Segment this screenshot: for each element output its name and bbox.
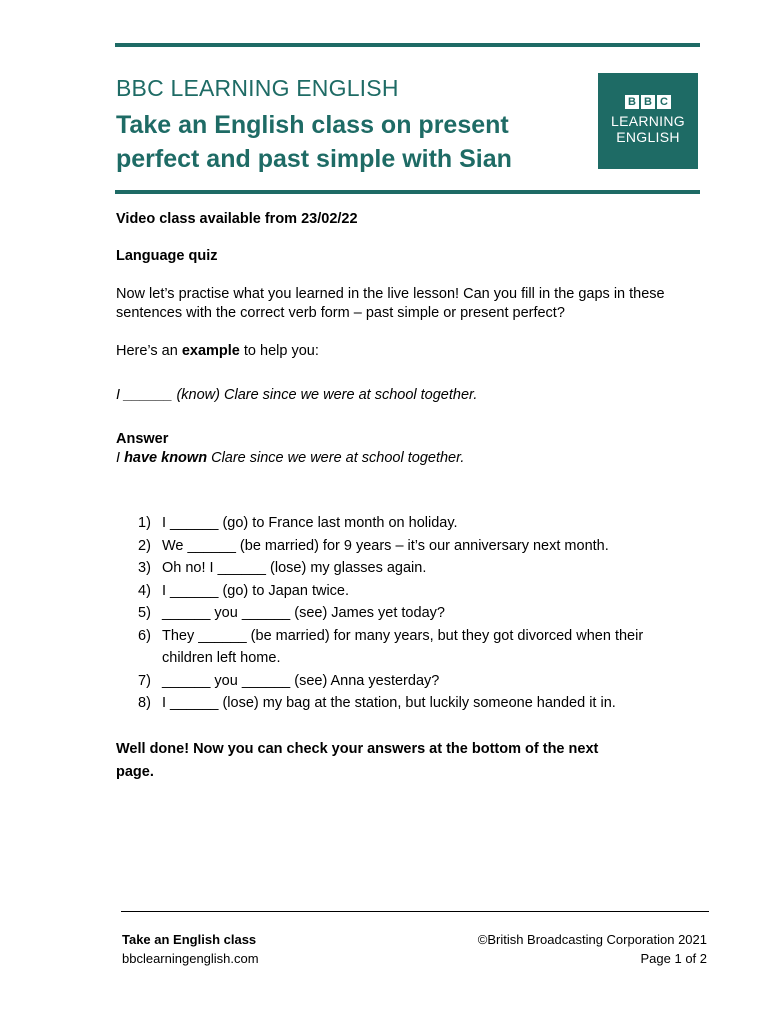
- question-text: ______ you ______ (see) Anna yesterday?: [162, 672, 440, 689]
- question-text: I ______ (lose) my bag at the station, but luckily someone handed it in.: [162, 695, 616, 711]
- answer-highlight: have known: [124, 450, 208, 466]
- page-number: Page 1 of 2: [640, 951, 707, 966]
- footer-rule: [121, 911, 709, 912]
- bbc-learning-english-logo: [598, 73, 698, 169]
- bbc-blocks: [598, 95, 698, 109]
- brand-name: BBC LEARNING ENGLISH: [116, 75, 399, 101]
- main-content: [116, 206, 676, 784]
- question-text: ______ you ______ (see) James yet today?: [162, 605, 445, 621]
- footer-title: Take an English class: [122, 932, 257, 947]
- question-number: 7): [138, 672, 151, 689]
- example-intro-start: Here’s an: [116, 343, 182, 359]
- question-list: [116, 512, 676, 715]
- answer-label: Answer: [116, 431, 169, 447]
- footer-website: bbclearningenglish.com: [122, 951, 259, 966]
- example-intro-end: to help you:: [239, 343, 319, 359]
- answer-start: I: [116, 450, 125, 466]
- footer-right: [478, 930, 707, 968]
- logo-line-learning: LEARNING: [611, 113, 685, 129]
- question-item: [116, 557, 676, 580]
- question-number: 4): [138, 582, 151, 599]
- availability-note: Video class available from 23/02/22: [116, 211, 358, 227]
- question-number: 1): [138, 515, 151, 531]
- question-item: [116, 602, 676, 625]
- question-number: 2): [138, 537, 151, 554]
- answer-sentence: [116, 449, 676, 468]
- question-item: [116, 692, 676, 715]
- logo-letter-b1: B: [625, 95, 639, 109]
- answer-rest: Clare since we were at school together.: [207, 450, 465, 466]
- header-top-rule: [115, 43, 700, 47]
- question-number: 3): [138, 560, 151, 576]
- example-sentence: I ______ (know) Clare since we were at school together.: [116, 387, 478, 403]
- header-bottom-rule: [115, 190, 700, 194]
- question-number: 5): [138, 605, 151, 621]
- question-item: [116, 670, 676, 693]
- question-text: I ______ (go) to France last month on holiday.: [162, 515, 458, 531]
- example-keyword: example: [181, 343, 240, 359]
- closing-message: Well done! Now you can check your answers at the bottom of the next page.: [116, 740, 599, 780]
- question-text: Oh no! I ______ (lose) my glasses again.: [162, 560, 427, 576]
- document-title: Take an English class on present perfect and past simple with Sian: [116, 111, 512, 173]
- question-item: [116, 512, 676, 535]
- question-item: [116, 535, 676, 558]
- quiz-heading: Language quiz: [116, 248, 218, 264]
- intro-paragraph: Now let’s practise what you learned in the live lesson! Can you fill in the gaps in these sentences with the correct verb form – past simple or present perfect?: [116, 286, 665, 321]
- question-text: We ______ (be married) for 9 years – it’s our anniversary next month.: [162, 537, 609, 554]
- question-item: [116, 580, 676, 603]
- footer-copyright: ©British Broadcasting Corporation 2021: [477, 932, 707, 947]
- footer-left: [122, 930, 259, 968]
- logo-line-english: ENGLISH: [616, 129, 680, 145]
- logo-letter-b2: B: [641, 95, 655, 109]
- question-number: 6): [138, 627, 151, 644]
- question-text: They ______ (be married) for many years, but they got divorced when their children left home.: [162, 627, 644, 666]
- question-text: I ______ (go) to Japan twice.: [162, 582, 350, 599]
- question-item: [116, 625, 676, 670]
- question-number: 8): [138, 695, 151, 711]
- example-intro: [116, 342, 676, 361]
- logo-letter-c: C: [657, 95, 671, 109]
